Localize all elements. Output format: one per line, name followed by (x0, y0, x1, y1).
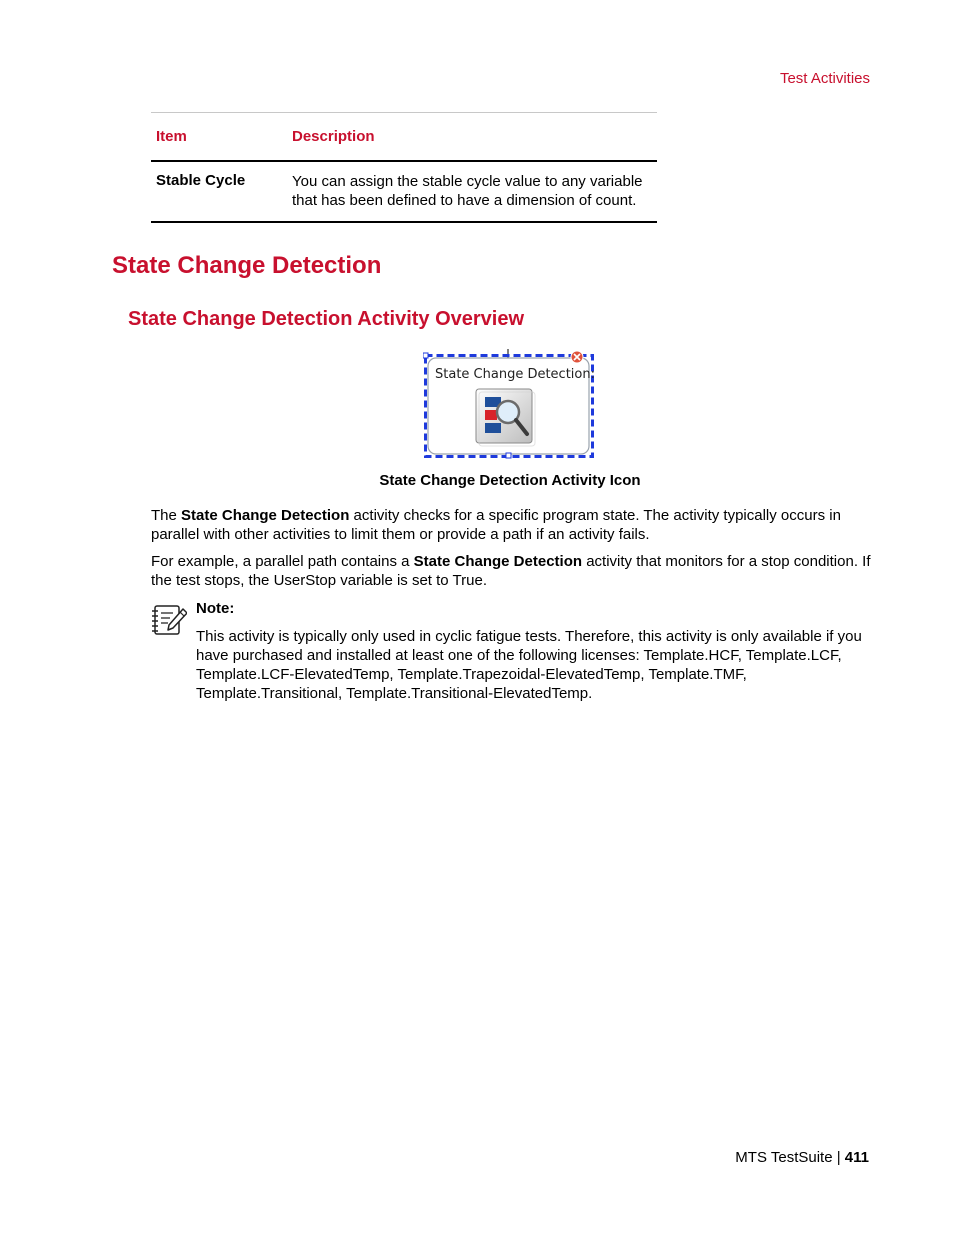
term-state-change-detection: State Change Detection (413, 553, 583, 570)
page-footer: MTS TestSuite | 411 (735, 1149, 869, 1166)
note-text: This activity is typically only used in cyclic fatigue tests. Therefore, this activity is only available if you have purchased and installed at least one of the following licenses: Template.HCF, Template.LCF, Template.LCF-ElevatedTemp, Template.Trapezoidal-ElevatedTemp, Template.TMF, Template.Transitional, Template.Transitional-ElevatedTemp. (196, 628, 862, 702)
activity-label: State Change Detection: (435, 367, 595, 382)
table-row (151, 162, 657, 223)
table-cell-item: Stable Cycle (156, 172, 246, 189)
column-header-item: Item (156, 128, 187, 145)
table-header-row (151, 113, 657, 162)
paragraph-example: For example, a parallel path contains a State Change Detection activity that monitors for a stop condition. If the test stops, the UserStop variable is set to True. (151, 553, 871, 589)
footer-product: MTS TestSuite (735, 1149, 833, 1166)
section-heading: State Change Detection (112, 252, 382, 279)
subsection-heading: State Change Detection Activity Overview (128, 308, 525, 330)
column-header-description: Description (292, 128, 375, 145)
state-change-detection-activity-icon (423, 349, 595, 461)
note-label: Note: (196, 600, 235, 617)
figure-caption: State Change Detection Activity Icon (379, 472, 641, 489)
activity-figure (423, 349, 595, 461)
running-header: Test Activities (779, 70, 870, 87)
note-pencil-icon (151, 602, 187, 638)
term-state-change-detection: State Change Detection (181, 507, 350, 524)
paragraph-intro: The State Change Detection activity checks for a specific program state. The activity typically occurs in parallel with other activities to limit them or provide a path if an activity fails. (151, 507, 841, 543)
item-description-table (151, 112, 657, 223)
page-number: 411 (844, 1149, 869, 1166)
table-cell-description: You can assign the stable cycle value to any variable that has been defined to have a dimension of count. (292, 173, 643, 209)
